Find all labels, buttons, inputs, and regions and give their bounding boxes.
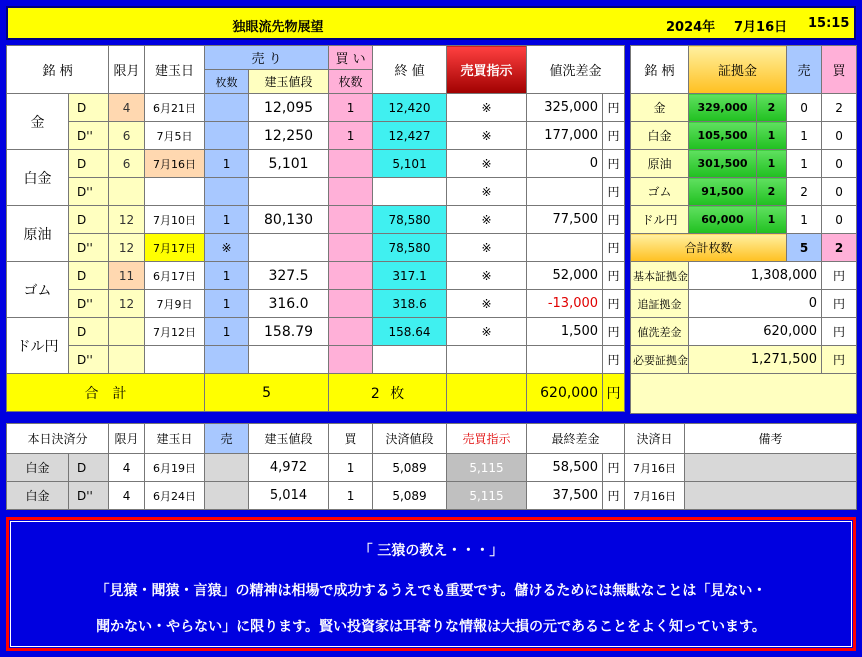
close-price: 5,101 <box>373 150 447 178</box>
instruction-mark: ※ <box>447 262 527 290</box>
margin-sell: 1 <box>787 122 822 150</box>
close-price: 12,427 <box>373 122 447 150</box>
yen-unit: 円 <box>603 234 625 262</box>
message-title: 「 三猿の教え・・・」 <box>358 543 504 559</box>
diff-amount: 0 <box>527 150 603 178</box>
close-price: 78,580 <box>373 234 447 262</box>
position-price <box>249 346 329 374</box>
summary-label: 追証拠金 <box>631 290 689 318</box>
close-price: 318.6 <box>373 290 447 318</box>
contract-month <box>109 178 145 206</box>
sell-qty: 1 <box>205 318 249 346</box>
margin-sell: 1 <box>787 206 822 234</box>
buy-qty <box>329 206 373 234</box>
message-line-2: 聞かない・やらない」に限ります。賢い投資家は耳寄りな情報は大損の元であることをよく知っています。 <box>96 619 766 635</box>
diff-amount: 1,500 <box>527 318 603 346</box>
total-buy-group <box>329 374 447 412</box>
position-date: 6月21日 <box>145 94 205 122</box>
margin-col-sell: 売 <box>787 46 822 94</box>
brand-name: ゴム <box>7 262 69 318</box>
sell-qty: 1 <box>205 150 249 178</box>
settled-col-final: 最終差金 <box>527 424 625 454</box>
table-row <box>7 454 857 482</box>
buy-qty: 1 <box>329 122 373 150</box>
total-label: 合 計 <box>7 374 205 412</box>
instruction-mark: ※ <box>447 150 527 178</box>
settled-month: 4 <box>109 454 145 482</box>
close-price: 12,420 <box>373 94 447 122</box>
table-row <box>7 206 625 234</box>
contract-month: 11 <box>109 262 145 290</box>
margin-total-label: 合計枚数 <box>631 234 787 262</box>
instruction-mark: ※ <box>447 178 527 206</box>
margin-buy: 2 <box>822 94 857 122</box>
summary-row <box>631 262 857 290</box>
settled-brand: 白金 <box>7 482 69 510</box>
margin-blank-row <box>631 374 857 414</box>
margin-count: 2 <box>757 94 787 122</box>
total-sell: 5 <box>205 374 329 412</box>
sell-qty <box>205 178 249 206</box>
summary-value: 1,271,500 <box>689 346 822 374</box>
diff-amount: 177,000 <box>527 122 603 150</box>
summary-value: 0 <box>689 290 822 318</box>
position-date: 6月17日 <box>145 262 205 290</box>
sell-qty: ※ <box>205 234 249 262</box>
diff-amount: 325,000 <box>527 94 603 122</box>
instruction-mark: ※ <box>447 94 527 122</box>
contract-month: 12 <box>109 290 145 318</box>
settled-note <box>685 482 857 510</box>
diff-amount <box>527 178 603 206</box>
settled-date: 6月19日 <box>145 454 205 482</box>
margin-sell: 0 <box>787 94 822 122</box>
col-month: 限月 <box>109 46 145 94</box>
settled-month: 4 <box>109 482 145 510</box>
col-sell-qty: 枚数 <box>205 70 249 94</box>
diff-amount: 52,000 <box>527 262 603 290</box>
margin-row <box>631 178 857 206</box>
total-diff: 620,000 <box>527 374 603 412</box>
settled-col-note: 備考 <box>685 424 857 454</box>
buy-qty <box>329 318 373 346</box>
yen-unit: 円 <box>603 150 625 178</box>
margin-brand: 白金 <box>631 122 689 150</box>
brand-name: 金 <box>7 94 69 150</box>
settled-col-title: 本日決済分 <box>7 424 109 454</box>
sell-qty <box>205 122 249 150</box>
summary-label: 値洗差金 <box>631 318 689 346</box>
contract-month <box>109 318 145 346</box>
buy-qty <box>329 150 373 178</box>
col-price: 建玉値段 <box>249 70 329 94</box>
col-sell: 売 り <box>205 46 329 70</box>
settled-price: 5,014 <box>249 482 329 510</box>
header-time: 15:15 <box>808 16 850 31</box>
margin-count: 2 <box>757 178 787 206</box>
position-price: 158.79 <box>249 318 329 346</box>
table-row <box>7 150 625 178</box>
diff-amount <box>527 346 603 374</box>
margin-col-brand: 銘 柄 <box>631 46 689 94</box>
col-instruction: 売買指示 <box>447 46 527 94</box>
col-buy: 買 い <box>329 46 373 70</box>
position-price: 316.0 <box>249 290 329 318</box>
settled-buy: 1 <box>329 482 373 510</box>
margin-sell: 1 <box>787 150 822 178</box>
position-price: 327.5 <box>249 262 329 290</box>
instruction-mark: ※ <box>447 234 527 262</box>
contract-month: 12 <box>109 206 145 234</box>
header-bar <box>6 6 856 40</box>
settled-col-buy: 買 <box>329 424 373 454</box>
positions-table <box>6 45 625 412</box>
settled-col-sell: 売 <box>205 424 249 454</box>
sell-qty <box>205 94 249 122</box>
yen-unit: 円 <box>603 290 625 318</box>
margin-brand: 原油 <box>631 150 689 178</box>
margin-row <box>631 94 857 122</box>
margin-brand: ドル円 <box>631 206 689 234</box>
message-box <box>6 517 856 651</box>
margin-total-buy: 2 <box>822 234 857 262</box>
message-line-1: 「見猿・聞猿・言猿」の精神は相場で成功するうえでも重要です。儲けるためには無駄なことは「見ない・ <box>95 583 767 599</box>
settled-final: 37,500 <box>527 482 603 510</box>
settled-brand: 白金 <box>7 454 69 482</box>
settled-col-month: 限月 <box>109 424 145 454</box>
sell-qty: 1 <box>205 262 249 290</box>
contract-type: D <box>69 206 109 234</box>
summary-yen: 円 <box>822 346 857 374</box>
position-date: 7月17日 <box>145 234 205 262</box>
contract-type: D <box>69 318 109 346</box>
contract-type: D'' <box>69 346 109 374</box>
total-yen: 円 <box>603 374 625 412</box>
contract-type: D <box>69 150 109 178</box>
settled-price: 4,972 <box>249 454 329 482</box>
buy-qty <box>329 178 373 206</box>
position-date: 7月5日 <box>145 122 205 150</box>
brand-name: 原油 <box>7 206 69 262</box>
close-price <box>373 346 447 374</box>
margin-amount: 60,000 <box>689 206 757 234</box>
yen-unit: 円 <box>603 318 625 346</box>
margin-amount: 301,500 <box>689 150 757 178</box>
settled-sell <box>205 482 249 510</box>
sell-qty: 1 <box>205 290 249 318</box>
close-price: 78,580 <box>373 206 447 234</box>
summary-row <box>631 346 857 374</box>
buy-qty <box>329 290 373 318</box>
margin-amount: 329,000 <box>689 94 757 122</box>
margin-col-buy: 買 <box>822 46 857 94</box>
table-row <box>7 346 625 374</box>
total-unit: 枚 <box>390 385 405 402</box>
margin-brand: ゴム <box>631 178 689 206</box>
brand-name: ドル円 <box>7 318 69 374</box>
yen-unit: 円 <box>603 178 625 206</box>
margin-amount: 91,500 <box>689 178 757 206</box>
position-price <box>249 234 329 262</box>
settled-instruction: 5,115 <box>447 482 527 510</box>
settled-sell <box>205 454 249 482</box>
settled-sdate: 7月16日 <box>625 454 685 482</box>
buy-qty <box>329 234 373 262</box>
margin-brand: 金 <box>631 94 689 122</box>
instruction-mark: ※ <box>447 122 527 150</box>
summary-yen: 円 <box>822 290 857 318</box>
table-row <box>7 178 625 206</box>
contract-month: 12 <box>109 234 145 262</box>
contract-type: D <box>69 262 109 290</box>
buy-qty <box>329 262 373 290</box>
col-close: 終 値 <box>373 46 447 94</box>
total-blank <box>447 374 527 412</box>
margin-row <box>631 150 857 178</box>
sell-qty: 1 <box>205 206 249 234</box>
yen-unit: 円 <box>603 94 625 122</box>
yen-unit: 円 <box>603 262 625 290</box>
margin-count: 1 <box>757 150 787 178</box>
table-row <box>7 94 625 122</box>
position-date: 7月12日 <box>145 318 205 346</box>
summary-yen: 円 <box>822 318 857 346</box>
contract-type: D'' <box>69 290 109 318</box>
brand-name: 白金 <box>7 150 69 206</box>
settled-instruction: 5,115 <box>447 454 527 482</box>
position-date <box>145 346 205 374</box>
buy-qty <box>329 346 373 374</box>
settled-final: 58,500 <box>527 454 603 482</box>
settled-col-price: 建玉値段 <box>249 424 329 454</box>
settled-buy: 1 <box>329 454 373 482</box>
header-year: 2024年 <box>666 20 716 35</box>
contract-month <box>109 346 145 374</box>
position-price: 80,130 <box>249 206 329 234</box>
margin-buy: 0 <box>822 150 857 178</box>
margin-count: 1 <box>757 206 787 234</box>
yen-unit: 円 <box>603 206 625 234</box>
margin-col-margin: 証拠金 <box>689 46 787 94</box>
close-price <box>373 178 447 206</box>
close-price: 317.1 <box>373 262 447 290</box>
col-brand: 銘 柄 <box>7 46 109 94</box>
margin-row <box>631 206 857 234</box>
diff-amount: 77,500 <box>527 206 603 234</box>
margin-amount: 105,500 <box>689 122 757 150</box>
settled-col-instruction: 売買指示 <box>447 424 527 454</box>
summary-value: 1,308,000 <box>689 262 822 290</box>
position-price: 12,095 <box>249 94 329 122</box>
buy-qty: 1 <box>329 94 373 122</box>
summary-value: 620,000 <box>689 318 822 346</box>
settled-settle: 5,089 <box>373 454 447 482</box>
table-row <box>7 122 625 150</box>
margin-total-sell: 5 <box>787 234 822 262</box>
table-row <box>7 318 625 346</box>
contract-type: D'' <box>69 178 109 206</box>
contract-month: 6 <box>109 122 145 150</box>
summary-row <box>631 318 857 346</box>
margin-count: 1 <box>757 122 787 150</box>
margin-table <box>630 45 857 414</box>
margin-buy: 0 <box>822 178 857 206</box>
settled-col-date: 建玉日 <box>145 424 205 454</box>
position-date: 7月16日 <box>145 150 205 178</box>
yen-unit: 円 <box>603 122 625 150</box>
position-price <box>249 178 329 206</box>
position-date: 7月9日 <box>145 290 205 318</box>
table-row <box>7 262 625 290</box>
instruction-mark: ※ <box>447 290 527 318</box>
close-price: 158.64 <box>373 318 447 346</box>
contract-month: 6 <box>109 150 145 178</box>
diff-amount <box>527 234 603 262</box>
summary-yen: 円 <box>822 262 857 290</box>
settled-note <box>685 454 857 482</box>
settled-table <box>6 423 857 510</box>
settled-yen: 円 <box>603 482 625 510</box>
contract-type: D'' <box>69 122 109 150</box>
settled-col-settle: 決済値段 <box>373 424 447 454</box>
summary-row <box>631 290 857 318</box>
table-row <box>7 234 625 262</box>
summary-label: 基本証拠金 <box>631 262 689 290</box>
margin-sell: 2 <box>787 178 822 206</box>
page-title: 独眼流先物展望 <box>232 20 324 35</box>
position-price: 12,250 <box>249 122 329 150</box>
table-row <box>7 290 625 318</box>
position-date: 7月10日 <box>145 206 205 234</box>
settled-sdate: 7月16日 <box>625 482 685 510</box>
header-date: 7月16日 <box>734 20 788 35</box>
margin-row <box>631 122 857 150</box>
position-date <box>145 178 205 206</box>
instruction-mark: ※ <box>447 206 527 234</box>
yen-unit: 円 <box>603 346 625 374</box>
table-row <box>7 482 857 510</box>
contract-month: 4 <box>109 94 145 122</box>
settled-yen: 円 <box>603 454 625 482</box>
settled-type: D'' <box>69 482 109 510</box>
settled-col-sdate: 決済日 <box>625 424 685 454</box>
instruction-mark: ※ <box>447 318 527 346</box>
col-diff: 値洗差金 <box>527 46 625 94</box>
contract-type: D'' <box>69 234 109 262</box>
settled-settle: 5,089 <box>373 482 447 510</box>
margin-buy: 0 <box>822 206 857 234</box>
instruction-mark <box>447 346 527 374</box>
sell-qty <box>205 346 249 374</box>
position-price: 5,101 <box>249 150 329 178</box>
margin-buy: 0 <box>822 122 857 150</box>
total-buy: 2 <box>370 385 380 402</box>
settled-date: 6月24日 <box>145 482 205 510</box>
settled-type: D <box>69 454 109 482</box>
diff-amount: -13,000 <box>527 290 603 318</box>
col-buy-qty: 枚数 <box>329 70 373 94</box>
summary-label: 必要証拠金 <box>631 346 689 374</box>
contract-type: D <box>69 94 109 122</box>
col-date: 建玉日 <box>145 46 205 94</box>
